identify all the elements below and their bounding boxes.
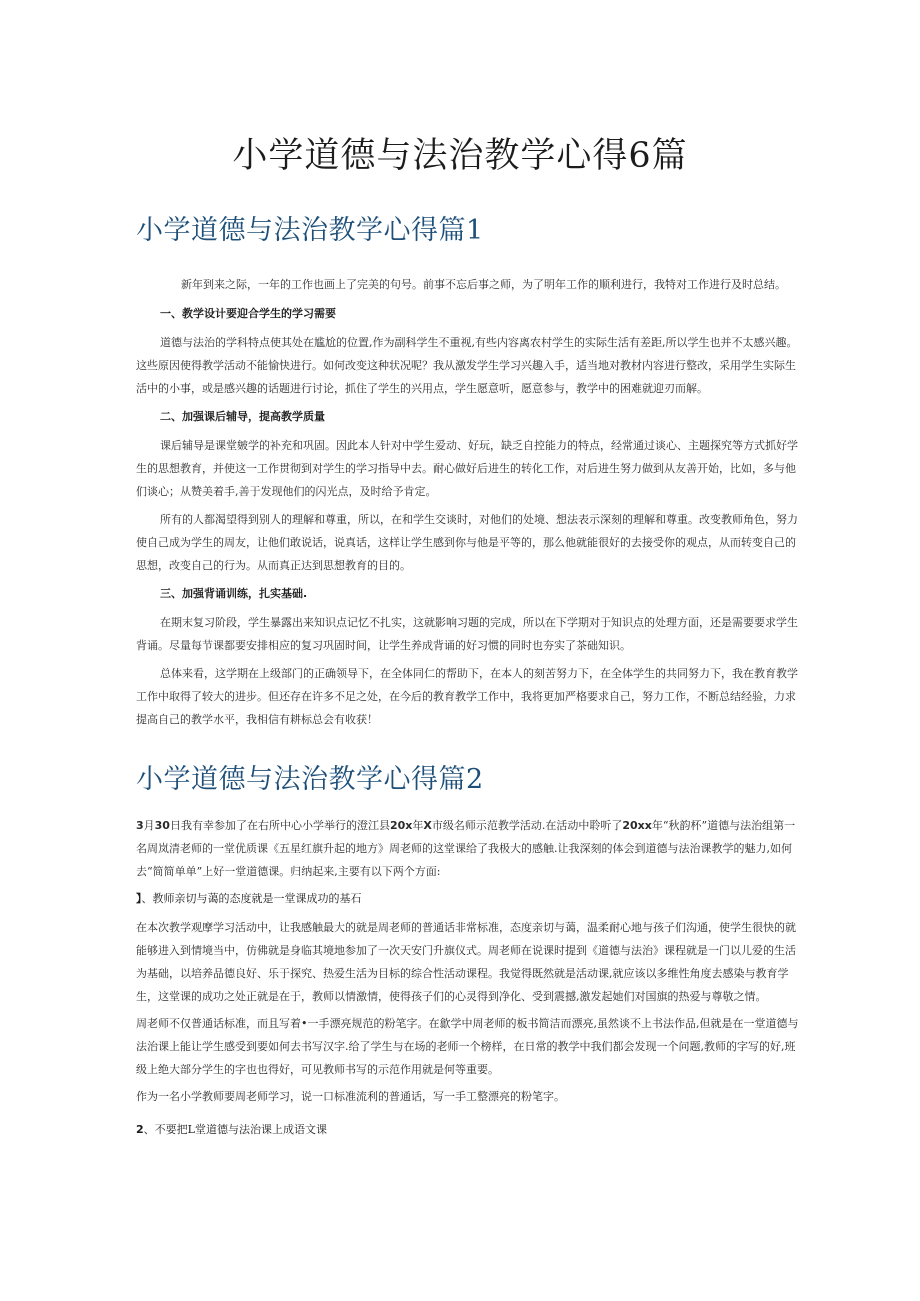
section-2	[136, 757, 800, 1147]
section-1-paragraph-1: 道德与法治的学科特点使其处在尴尬的位置,作为副科学生不重视,有些内容离农村学生的实际生活有差距,所以学生也并不太感兴趣。这些原因使得教学活动不能愉快进行。如何改变这种状况呢？我从激发学生学习兴趣入手，适当地对教材内容进行整改，采用学生实际生活中的小事，或是感兴趣的话题进行讨论，抓住了学生的兴用点，学生愿意听，愿意参与，教学中的困难就迎刃而解。	[136, 336, 798, 395]
year-placeholder: 20x	[389, 819, 413, 832]
section-2-paragraph-4: 作为一名小学教师要周老师学习，说一口标准流利的普通话，写一手工整漂亮的粉笔字。	[136, 1090, 565, 1103]
date-month-number: 3	[136, 819, 144, 832]
section-1	[136, 208, 800, 736]
section-1-heading-1: 一、教学设计要迎合学生的学习需要	[160, 307, 336, 320]
section-1-paragraph-3: 所有的人都渴望得到别人的理解和尊重，所以，在和学生交谈时，对他们的处境、想法表示深刻的理解和尊重。改变教师角色，努力使自己成为学生的周友，让他们敢说话，说真话，这样让学生感到你与他是平等的，那么他就能很好的去接受你的观点，从而转变自己的思想，改变自己的行为。从而真正达到思想教育的目的。	[136, 513, 798, 572]
city-placeholder: X	[423, 819, 432, 832]
section-2-paragraph-3: 周老师不仅普通话标准，而且写着•一手漂亮规范的粉笔字。在歙学中周老师的板书简洁而漂亮,虽然谈不上书法作品,但就是在一堂道德与法治课上能让学生感受到要如何去书写汉字.给了学生与在场的老师一个榜样，在日常的教学中我们都会发现一个问题,教师的字写的好,班级上绝大部分学生的字也也得好，可见教师书写的示范作用就是何等重要。	[136, 1017, 799, 1076]
year-placeholder-2: 20xx	[622, 819, 652, 832]
text-fragment: 年	[412, 819, 424, 832]
text-fragment: 日我有幸参加了在右所中心小学举行的澄江县	[169, 819, 390, 832]
heading-text: 、教师亲切与蔼的态度就是一堂课成功的基石	[141, 892, 362, 905]
section-2-paragraph-1	[136, 814, 800, 883]
section-2-title: 小学道德与法治教学心得篇2	[136, 764, 484, 795]
date-day-number: 30	[154, 819, 170, 832]
section-2-heading-1	[136, 887, 800, 910]
text-fragment: 月	[143, 819, 155, 832]
section-1-paragraph-2: 课后辅导是课堂皴学的补充和巩固。因此本人针对中学生爱动、好玩，缺乏自控能力的特点，经常通过谈心、主题探究等方式抓好学生的思想教育，并使这一工作贯彻到对学生的学习指导中去。耐心做好后进生的转化工作，对后进生努力做到从友善开始，比如，多与他们谈心；从赞美着手,善于发现他们的闪光点，及时给予肯定。	[136, 439, 798, 498]
section-1-title: 小学道德与法治教学心得篇1	[136, 215, 484, 246]
document-title: 小学道德与法治教学心得6篇	[232, 136, 688, 176]
section-2-paragraph-2: 在本次教学观摩学习活动中，让我感触最大的就是周老师的普通话非常标准，态度亲切与蔼，温柔耐心地与孩子们沟通，使学生很快的就能够进入到情境当中，仿佛就是身临其境地参加了一次天安门升旗仪式。周老师在说课时提到《道德与法治》课程就是一门以儿爱的生活为基础，以培养品德良好、乐于探究、热爱生活为目标的综合性活动课程。我觉得既然就是活动课,就应该以多维性角度去感染与教育学生，这堂课的成功之处正就是在于，教师以情激情，使得孩子们的心灵得到净化、受到震撼,激发起她们对国旗的热爱与尊敬之情。	[136, 921, 796, 1003]
heading-marker: 】	[136, 892, 142, 905]
section-1-heading-2: 二、加强课后辅导，提高教学质量	[160, 410, 325, 423]
section-1-intro: 新年到来之际，一年的工作也画上了完美的句号。前事不忘后事之师，为了明年工作的顺利进行，我特对工作进行及时总结。	[181, 278, 786, 291]
section-2-heading-2	[136, 1118, 800, 1141]
text-fragment: 年“秋韵杯”道德与法治组第一名周岚清老师的一堂优质课《五星红旗升起的地方》周老师的这堂课给了我极大的感触.让我深刻的体会到道德与法治课教学的魅力,如何去“简简单单”上好一堂道德课。归纳起来,主要有以下两个方面:	[136, 819, 796, 878]
heading-number: 2	[136, 1123, 144, 1136]
section-1-paragraph-4: 在期末复习阶段，学生暴露出来知识点记忆不扎实，这就影响习题的完成，所以在下学期对于知识点的处理方面，还是需要要求学生背诵。尽量每节课都要安排相应的复习巩固时间，让学生养成背诵的好习惯的同时也夯实了茶础知识。	[136, 616, 798, 652]
section-1-heading-3: 三、加强背诵训练，扎实基础.	[160, 587, 308, 600]
text-fragment: 市级名师示范教学活动.在活动中聆听了	[431, 819, 623, 832]
heading-text: 、不要把L堂道德与法治课上成语文课	[143, 1123, 327, 1136]
section-1-paragraph-5: 总体来看，这学期在上级部门的正确领导下，在全体同仁的帮助下，在本人的刻苦努力下，在全体学生的共同努力下，我在教育教学工作中取得了较大的进步。但还存在许多不足之处，在今后的教育教学工作中，我将更加严格要求自己，努力工作，不断总结经验，力求提高自己的教学水平，我相信有耕标总会有收获！	[136, 667, 798, 726]
